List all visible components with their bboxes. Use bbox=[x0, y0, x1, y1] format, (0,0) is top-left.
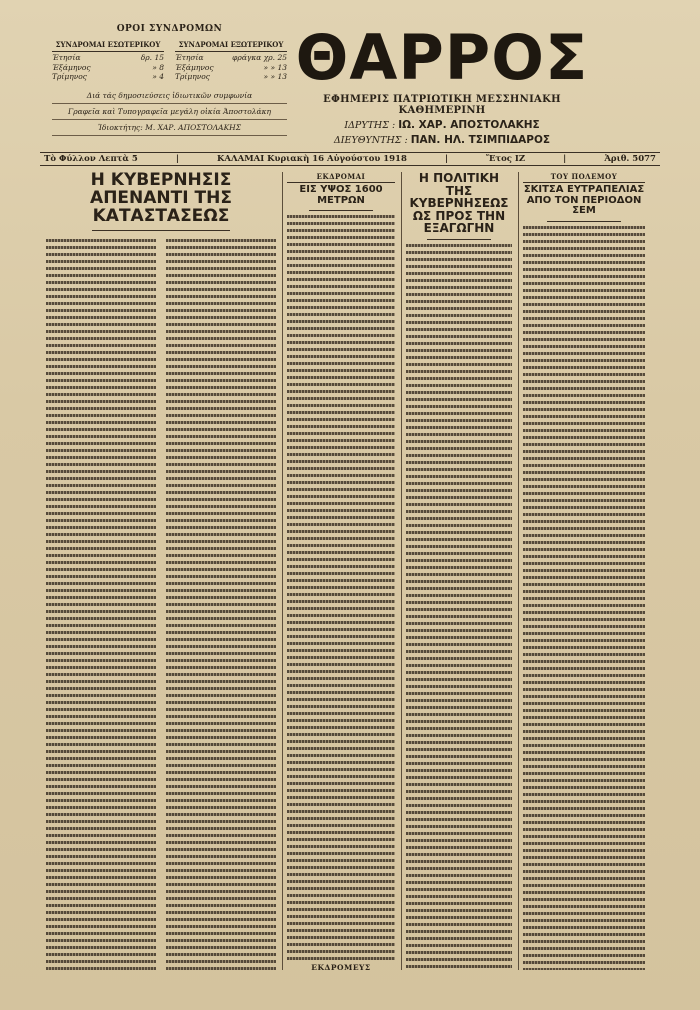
owner-line: Ἰδιοκτήτης: Μ. ΧΑΡ. ΑΠΟΣΤΟΛΑΚΗΣ bbox=[52, 120, 287, 136]
policy-article bbox=[406, 172, 512, 970]
column-rule bbox=[518, 172, 519, 970]
article-body-text bbox=[166, 239, 276, 970]
article-signature: ΕΚΔΡΟΜΕΥΣ bbox=[311, 963, 371, 970]
article-body-text bbox=[406, 244, 512, 970]
exterior-rates bbox=[175, 39, 287, 82]
rate-row: Έξάμηνος » 8 bbox=[52, 62, 164, 72]
rate-row: Έτησία φράγκα χρ. 25 bbox=[175, 53, 287, 62]
lead-article bbox=[46, 172, 276, 970]
article-headline: ΣΚΙΤΣΑ ΕΥΤΡΑΠΕΛΙΑΣ ΑΠΟ ΤΟΝ ΠΕΡΙΟΔΟΝ ΣΕΜ bbox=[523, 184, 645, 216]
newspaper-title: ΘΑΡΡΟΣ bbox=[295, 21, 589, 94]
sketches-article bbox=[523, 172, 645, 970]
rate-row: Έτησία δρ. 15 bbox=[52, 53, 164, 62]
interior-rates bbox=[52, 39, 164, 82]
article-body-text bbox=[523, 226, 645, 971]
article-headline: ΕΙΣ ΥΨΟΣ 1600 ΜΕΤΡΩΝ bbox=[299, 184, 383, 206]
article-body-text bbox=[46, 239, 156, 970]
article-headline: Η ΚΥΒΕΡΝΗΣΙΣ ΑΠΕΝΑΝΤΙ ΤΗΣ ΚΑΤΑΣΤΑΣΕΩΣ bbox=[90, 172, 232, 226]
issue-date: ΚΑΛΑΜΑΙ Κυριακὴ 16 Αὐγούστου 1918 bbox=[217, 154, 407, 164]
subscription-box bbox=[52, 24, 287, 136]
article-body-text bbox=[287, 215, 395, 960]
founder-line: ΙΔΡΥΤΗΣ : ΙΩ. ΧΑΡ. ΑΠΟΣΤΟΛΑΚΗΣ bbox=[344, 119, 540, 131]
issue-year: Ἔτος ΙΖ bbox=[486, 154, 526, 164]
exterior-rates-title: ΣΥΝΔΡΟΜΑΙ ΕΞΩΤΕΡΙΚΟΥ bbox=[175, 39, 287, 52]
notice-private-ads: Διά τάς δημοσιεύσεις ἰδιωτικῶν συμφωνία bbox=[52, 88, 287, 104]
interior-rates-title: ΣΥΝΔΡΟΜΑΙ ΕΣΩΤΕΡΙΚΟΥ bbox=[52, 39, 164, 52]
issue-number: Ἀριθ. 5077 bbox=[604, 154, 656, 164]
rate-row: Τρίμηνος » 4 bbox=[52, 72, 164, 81]
column-rule bbox=[282, 172, 283, 970]
rate-row: Τρίμηνος » » 13 bbox=[175, 72, 287, 81]
column-rule bbox=[401, 172, 402, 970]
rate-row: Έξάμηνος » » 13 bbox=[175, 62, 287, 72]
title-block bbox=[292, 21, 592, 146]
director-line: ΔΙΕΥΘΥΝΤΗΣ : ΠΑΝ. ΗΛ. ΤΣΙΜΠΙΔΑΡΟΣ bbox=[333, 134, 551, 146]
subscription-title: ΟΡΟΙ ΣΥΝΔΡΟΜΩΝ bbox=[116, 24, 223, 34]
issue-price: Τὸ Φύλλον Λεπτὰ 5 bbox=[44, 154, 138, 164]
tagline: ΕΦΗΜΕΡΙΣ ΠΑΤΡΙΩΤΙΚΗ ΜΕΣΣΗΝΙΑΚΗ ΚΑΘΗΜΕΡΙΝΗ bbox=[323, 94, 561, 116]
article-kicker: ΤΟΥ ΠΟΛΕΜΟΥ bbox=[523, 172, 645, 183]
masthead bbox=[0, 0, 700, 145]
notice-offices: Γραφεῖα καὶ Τυπογραφεῖα μεγάλη οἰκία Ἀποστολάκη bbox=[52, 104, 287, 120]
article-headline: Η ΠΟΛΙΤΙΚΗ ΤΗΣ ΚΥΒΕΡΝΗΣΕΩΣ ΩΣ ΠΡΟΣ ΤΗΝ ΕΞΑΓΩΓΗΝ bbox=[409, 172, 509, 236]
dateline: Τὸ Φύλλον Λεπτὰ 5 | ΚΑΛΑΜΑΙ Κυριακὴ 16 Αὐγούστου 1918 | Ἔτος ΙΖ | Ἀριθ. 5077 bbox=[40, 152, 660, 166]
article-kicker: ΕΚΔΡΟΜΑΙ bbox=[287, 172, 395, 183]
excursion-article bbox=[287, 172, 395, 970]
